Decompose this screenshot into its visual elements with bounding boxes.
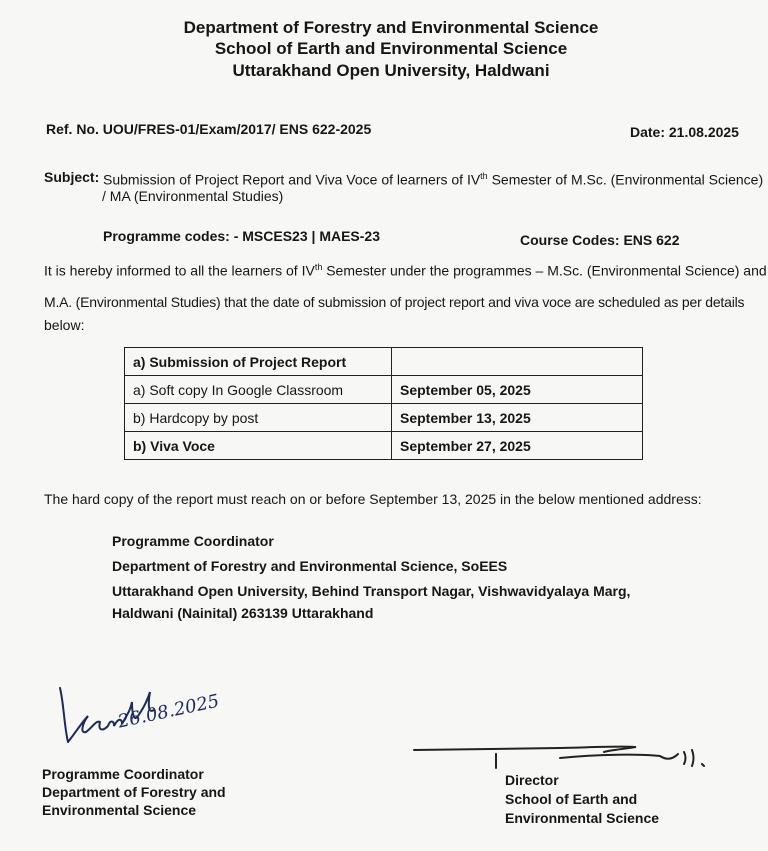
table-cell-date: [392, 348, 643, 376]
table-cell-date: September 27, 2025: [392, 432, 643, 460]
header-university: Uttarakhand Open University, Haldwani: [232, 61, 550, 80]
address-line-2: Department of Forestry and Environmental Science, SoEES: [112, 558, 508, 574]
subject-text-b: Semester of M.Sc. (Environmental Science): [487, 171, 764, 188]
subject-text-a: Submission of Project Report and Viva Voce of learners of IV: [103, 171, 481, 188]
intro-superscript: th: [314, 262, 323, 272]
subject-label: Subject:: [44, 169, 100, 185]
header-department: Department of Forestry and Environmental Science: [183, 18, 599, 37]
course-codes: Course Codes: ENS 622: [520, 232, 680, 248]
table-cell-label: b) Viva Voce: [125, 432, 392, 460]
intro-line-1a: It is hereby informed to all the learners of IV: [44, 262, 315, 279]
handwritten-date: 26.08.2025: [116, 690, 222, 733]
left-signatory-line-1: Programme Coordinator: [42, 766, 204, 782]
table-row: [125, 404, 643, 432]
table-row: [125, 376, 643, 404]
header-school: School of Earth and Environmental Science: [214, 39, 568, 58]
reference-number: Ref. No. UOU/FRES-01/Exam/2017/ ENS 622-2025: [46, 121, 372, 137]
hardcopy-note: The hard copy of the report must reach on or before September 13, 2025 in the below mentioned address:: [44, 491, 702, 507]
programme-codes: Programme codes: - MSCES23 | MAES-23: [103, 228, 380, 244]
schedule-table: [124, 347, 643, 460]
address-line-4: Haldwani (Nainital) 263139 Uttarakhand: [112, 605, 374, 621]
intro-line-2: M.A. (Environmental Studies) that the date of submission of project report and viva voce are scheduled as per details: [44, 294, 745, 310]
table-cell-label: b) Hardcopy by post: [125, 404, 392, 432]
address-line-1: Programme Coordinator: [112, 533, 274, 549]
subject-superscript: th: [480, 171, 488, 181]
table-row: [125, 432, 643, 460]
table-cell-label: a) Submission of Project Report: [125, 348, 392, 376]
table-cell-date: September 05, 2025: [392, 376, 643, 404]
letter-date: Date: 21.08.2025: [630, 124, 739, 140]
subject-text-line2: / MA (Environmental Studies): [102, 188, 284, 204]
table-cell-date: September 13, 2025: [392, 404, 643, 432]
address-line-3: Uttarakhand Open University, Behind Transport Nagar, Vishwavidyalaya Marg,: [112, 583, 631, 599]
intro-line-1b: Semester under the programmes – M.Sc. (Environmental Science) and: [322, 262, 767, 279]
intro-line-3: below:: [44, 317, 85, 333]
intro-line-1: [44, 262, 767, 279]
table-row: [125, 348, 643, 376]
right-signature: [410, 738, 710, 774]
left-signatory-line-3: Environmental Science: [42, 802, 197, 818]
right-signatory-line-1: Director: [505, 772, 559, 788]
right-signatory-line-2: School of Earth and: [505, 791, 638, 807]
table-cell-label: a) Soft copy In Google Classroom: [125, 376, 392, 404]
left-signatory-line-2: Department of Forestry and: [42, 784, 226, 800]
right-signatory-line-3: Environmental Science: [505, 810, 660, 826]
subject-text: [103, 171, 764, 188]
